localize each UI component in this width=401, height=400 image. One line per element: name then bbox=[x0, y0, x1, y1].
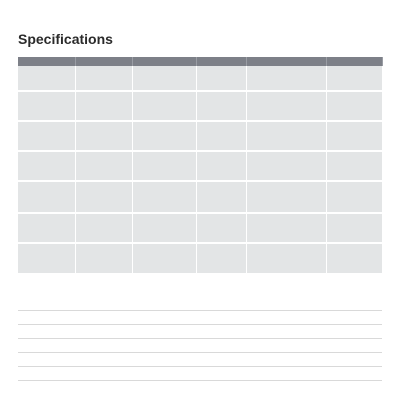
table-cell bbox=[196, 91, 246, 121]
table-cell bbox=[132, 213, 196, 243]
list-item-label bbox=[18, 353, 74, 367]
table-cell bbox=[326, 66, 382, 91]
table-cell bbox=[18, 181, 75, 213]
table-cell bbox=[75, 151, 132, 181]
list-item bbox=[18, 311, 382, 325]
column-header bbox=[75, 57, 132, 66]
page-title: Specifications bbox=[18, 31, 113, 47]
table-cell bbox=[75, 213, 132, 243]
list-item-label bbox=[18, 339, 74, 353]
table-cell bbox=[75, 243, 132, 274]
table-cell bbox=[326, 91, 382, 121]
table-cell bbox=[326, 243, 382, 274]
column-header bbox=[18, 57, 75, 66]
table-cell bbox=[326, 121, 382, 151]
table-cell bbox=[196, 66, 246, 91]
table-cell bbox=[132, 66, 196, 91]
list-item-label bbox=[18, 367, 74, 381]
table-cell bbox=[75, 121, 132, 151]
list-item bbox=[18, 339, 382, 353]
table-cell bbox=[246, 243, 326, 274]
table-row bbox=[18, 213, 382, 243]
table-cell bbox=[132, 151, 196, 181]
list-item-value bbox=[74, 367, 382, 381]
list-item-value bbox=[74, 297, 382, 311]
list-item-label bbox=[18, 311, 74, 325]
table-cell bbox=[18, 243, 75, 274]
table-cell bbox=[75, 91, 132, 121]
table-cell bbox=[18, 151, 75, 181]
list-item bbox=[18, 367, 382, 381]
table-cell bbox=[326, 213, 382, 243]
specifications-table bbox=[18, 57, 383, 275]
table-header-row bbox=[18, 57, 382, 66]
table-cell bbox=[132, 181, 196, 213]
table-cell bbox=[18, 213, 75, 243]
table-cell bbox=[18, 66, 75, 91]
table-cell bbox=[246, 91, 326, 121]
table-row bbox=[18, 121, 382, 151]
column-header bbox=[326, 57, 382, 66]
table-cell bbox=[196, 151, 246, 181]
list-item-value bbox=[74, 325, 382, 339]
table-cell bbox=[75, 181, 132, 213]
table-cell bbox=[246, 121, 326, 151]
table-cell bbox=[246, 66, 326, 91]
column-header bbox=[196, 57, 246, 66]
table-cell bbox=[196, 213, 246, 243]
list-item bbox=[18, 353, 382, 367]
list-item-value bbox=[74, 353, 382, 367]
table-cell bbox=[326, 151, 382, 181]
table-cell bbox=[246, 181, 326, 213]
amenities-list bbox=[18, 297, 382, 381]
table-cell bbox=[18, 121, 75, 151]
table-row bbox=[18, 66, 382, 91]
table-row bbox=[18, 151, 382, 181]
column-header bbox=[246, 57, 326, 66]
list-item-value bbox=[74, 339, 382, 353]
list-item bbox=[18, 325, 382, 339]
table-cell bbox=[132, 243, 196, 274]
table-cell bbox=[196, 121, 246, 151]
table-cell bbox=[18, 91, 75, 121]
table-row bbox=[18, 243, 382, 274]
list-item-label bbox=[18, 325, 74, 339]
list-item bbox=[18, 297, 382, 311]
table-cell bbox=[246, 213, 326, 243]
table-cell bbox=[246, 151, 326, 181]
list-item-label bbox=[18, 297, 74, 311]
table-row bbox=[18, 91, 382, 121]
table-cell bbox=[75, 66, 132, 91]
list-item-value bbox=[74, 311, 382, 325]
table-cell bbox=[196, 243, 246, 274]
table-cell bbox=[132, 91, 196, 121]
table-row bbox=[18, 181, 382, 213]
table-cell bbox=[326, 181, 382, 213]
column-header bbox=[132, 57, 196, 66]
table-cell bbox=[132, 121, 196, 151]
table-cell bbox=[196, 181, 246, 213]
